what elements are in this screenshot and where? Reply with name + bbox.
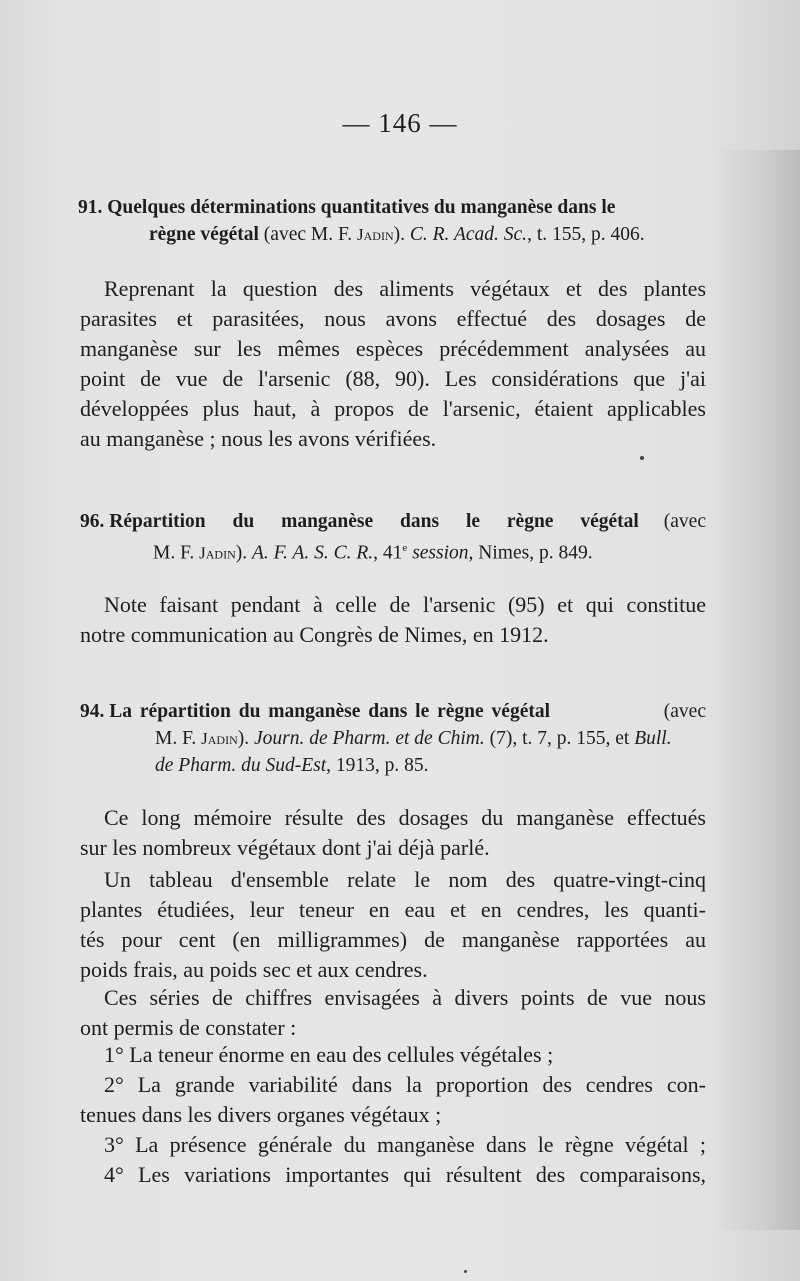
text-line: développées plus haut, à propos de l'arsenic, étaient applicables [80,396,706,421]
text-line: sur les nombreux végétaux dont j'ai déjà parlé. [80,835,490,860]
author-name: Jadin [357,225,394,244]
session-label: session [407,542,469,564]
paragraph-5 [80,983,706,1043]
ref-open: (avec [663,511,706,532]
text-line: Reprenant la question des aliments végétaux et des plantes [104,276,706,301]
ref-part: (7), t. 7, p. 155, et [484,728,635,749]
ink-speck [464,1270,467,1273]
list-item: 3° La présence générale du manganèse dans le règne végétal ; [104,1132,706,1157]
ref-part: ). [235,542,252,564]
text-line: plantes étudiées, leur teneur en eau et en cendres, les quanti- [80,897,706,922]
ref-part: , Nimes, p. 849. [468,542,593,564]
text-line: Ce long mémoire résulte des dosages du manganèse effectués [104,805,706,830]
entry-96-heading [80,508,706,567]
superscript: e [402,542,408,554]
text-line: au manganèse ; nous les avons vérifiées. [80,426,437,451]
text-line: notre communication au Congrès de Nimes, en 1912. [80,622,549,647]
ink-speck [640,456,644,460]
ref-part: ). [237,728,254,749]
list-item-continued: tenues dans les divers organes végétaux ; [80,1102,442,1127]
paragraph-2 [80,590,706,650]
entry-number: 94. [80,701,105,722]
journal-name-3: de Pharm. du Sud-Est [155,755,327,776]
entry-94-heading [80,698,706,779]
entry-title: La répartition du manganèse dans le règne végétal [109,701,551,722]
entry-title-line1: Quelques déterminations quantitatives du manganèse dans le [107,197,616,218]
list-item: 1° La teneur énorme en eau des cellules végétales ; [104,1042,554,1067]
journal-name: Journ. de Pharm. et de Chim. [254,728,485,749]
list-item: 2° La grande variabilité dans la proportion des cendres con- [104,1072,706,1097]
text-line: manganèse sur les mêmes espèces précédemment analysées au [80,336,706,361]
numbered-list [80,1040,706,1190]
text-line: poids frais, au poids sec et aux cendres. [80,957,428,982]
list-item: 4° Les variations importantes qui résultent des comparaisons, [104,1162,706,1187]
ref-tail: , t. 155, p. 406. [527,224,645,245]
ref-close: ). [393,224,410,245]
text-line: Ces séries de chiffres envisagées à divers points de vue nous [104,985,706,1010]
ref-part: , 41 [373,542,403,564]
text-line: point de vue de l'arsenic (88, 90). Les considérations que j'ai [80,366,706,391]
text-line: Un tableau d'ensemble relate le nom des quatre-vingt-cinq [104,867,706,892]
page-number: — 146 — [342,108,458,138]
journal-name: A. F. A. S. C. R. [252,542,374,564]
entry-number: 96. [80,511,105,532]
text-line: parasites et parasitées, nous avons effectué des dosages de [80,306,706,331]
paragraph-3 [80,803,706,863]
entry-title-line2: règne végétal [149,224,259,245]
ref-open: (avec [663,701,706,722]
show-through-shadow [710,150,800,1230]
journal-name-2: Bull. [634,728,672,749]
ref-open: (avec M. F. [258,224,358,245]
journal-name: C. R. Acad. Sc. [409,224,528,245]
entry-title: Répartition du manganèse dans le règne végétal [109,511,639,532]
text-line: ont permis de constater : [80,1015,297,1040]
ref-part: , 1913, p. 85. [326,755,429,776]
author-name: Jadin [199,543,236,563]
entry-number: 91. [78,197,103,218]
entry-91-heading [78,194,710,248]
paragraph-1 [80,274,706,454]
author-name: Jadin [201,729,238,748]
paragraph-4 [80,865,706,985]
text-line: tés pour cent (en milligrammes) de manganèse rapportées au [80,927,706,952]
text-line: Note faisant pendant à celle de l'arsenic (95) et qui constitue [104,592,706,617]
ref-part: M. F. [155,728,202,749]
ref-part: M. F. [153,542,200,564]
